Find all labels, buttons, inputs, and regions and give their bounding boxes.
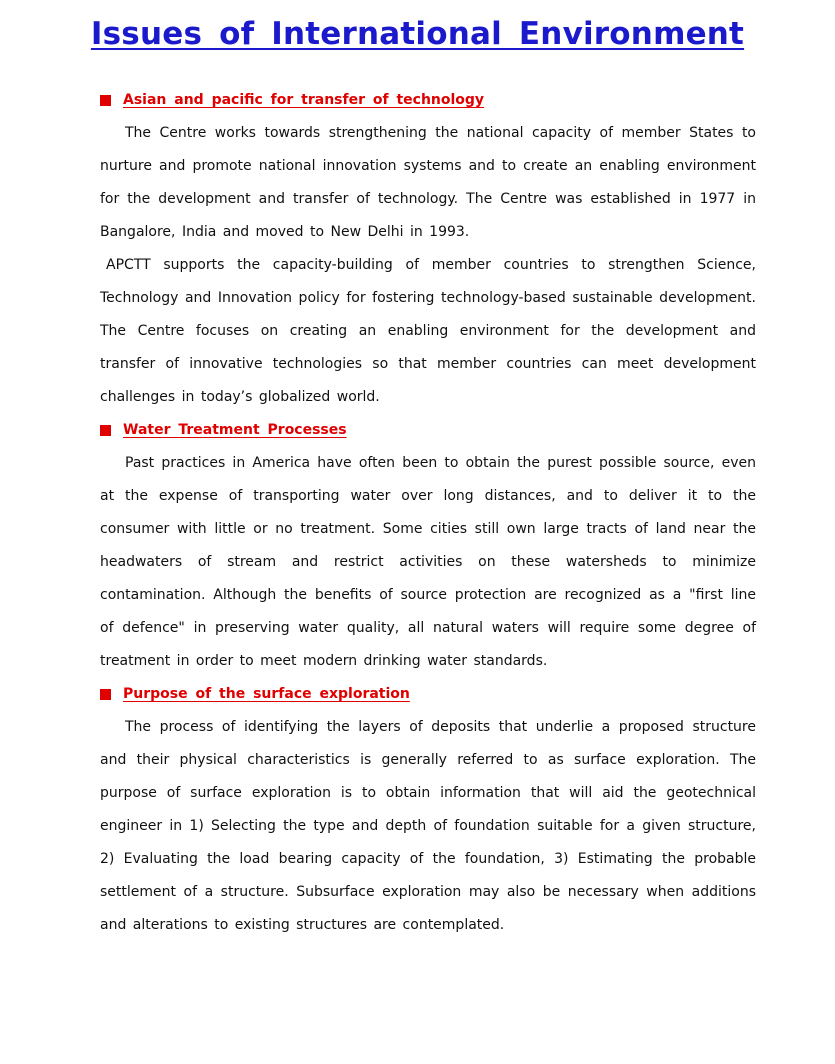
square-bullet-icon: [100, 95, 111, 106]
paragraph-apctt-capacity: APCTT supports the capacity-building of member countries to strengthen Science, Technology and Innovation policy for fostering technology-based sustainable development. The Centre focuses on creating an enabling environment for the development and transfer of innovative technologies so that member countries can meet development challenges in today’s globalized world.: [100, 257, 756, 405]
document-body: [100, 84, 756, 942]
section-heading-surface-exploration: [100, 678, 756, 711]
section-heading-technology-transfer: [100, 84, 756, 117]
square-bullet-icon: [100, 425, 111, 436]
section-heading-water-treatment: [100, 414, 756, 447]
square-bullet-icon: [100, 689, 111, 700]
paragraph-water-practices: Past practices in America have often been to obtain the purest possible source, even at the expense of transporting water over long distances, and to deliver it to the consumer with little or no treatment. Some cities still own large tracts of land near the headwaters of stream and restrict activities on these watersheds to minimize contamination. Although the benefits of source protection are recognized as a "first line of defence" in preserving water quality, all natural waters will require some degree of treatment in order to meet modern drinking water standards.: [100, 455, 756, 669]
page-title: Issues of International Environment: [90, 16, 745, 52]
paragraph-exploration-purpose: The process of identifying the layers of deposits that underlie a proposed structure and their physical characteristics is generally referred to as surface exploration. The purpose of surface exploration is to obtain information that will aid the geotechnical engineer in 1) Selecting the type and depth of foundation suitable for a given structure, 2) Evaluating the load bearing capacity of the foundation, 3) Estimating the probable settlement of a structure. Subsurface exploration may also be necessary when additions and alterations to existing structures are contemplated.: [100, 719, 756, 933]
section-heading-text: Water Treatment Processes: [123, 422, 347, 438]
section-heading-text: Purpose of the surface exploration: [123, 686, 410, 702]
section-heading-text: Asian and pacific for transfer of technology: [123, 92, 485, 108]
paragraph-centre-overview: The Centre works towards strengthening the national capacity of member States to nurture and promote national innovation systems and to create an enabling environment for the development and transfer of technology. The Centre was established in 1977 in Bangalore, India and moved to New Delhi in 1993.: [100, 125, 756, 240]
